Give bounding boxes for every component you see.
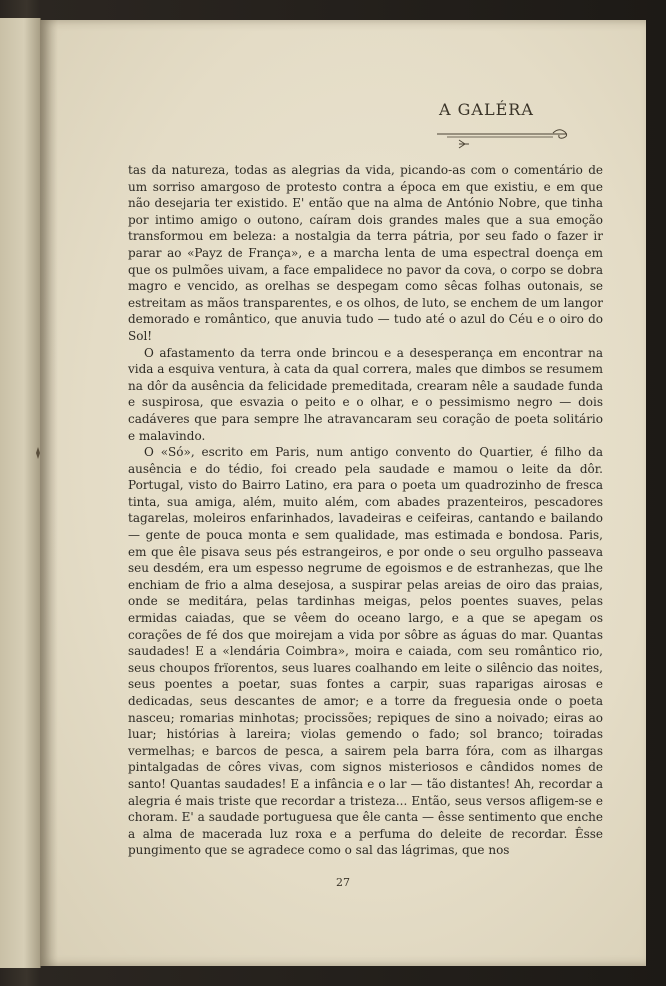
running-head-ornament (435, 106, 575, 152)
page-number: 27 (336, 876, 350, 889)
paragraph: tas da natureza, todas as alegrias da vida, picando-as com o comentário de um sorriso amargoso de protesto contra a época em que existiu, e em que não desejaria ter existido. E' então que na alma de António Nobre, que tinha por intimo amigo o outono, caíram dois grandes males que a sua emoção transformou em beleza: a nostalgia da terra pátria, por seu fado o fazer ir parar ao «Payz de França», e a marcha lenta de uma espectral doença em que os pulmões uivam, a face empalidece no pavor da cova, o corpo se dobra magro e vencido, as orelhas se despegam como sêcas folhas outonais, se estreitam as mãos transparentes, e os olhos, de luto, se enchem de um langor demorado e romântico, que anuvia tudo — tudo até o azul do Céu e o oiro do Sol! (128, 163, 603, 343)
book-page (40, 20, 646, 966)
body-text (128, 162, 603, 859)
facing-page-edge (0, 18, 41, 968)
paragraph: O «Só», escrito em Paris, num antigo convento do Quartier, é filho da ausência e do tédio, foi creado pela saudade e mamou o leite da dôr. Portugal, visto do Bairro Latino, era para o poeta um quadrozinho de fresca tinta, sua amiga, além, muito além, com abades prazenteiros, pescadores tagarelas, moleiros enfarinhados, lavadeiras e ceifeiras, cantando e bailando — gente de pouca monta e sem qualidade, mas estimada e bondosa. Paris, em que êle pisava seus pés estrangeiros, e por onde o seu orgulho passeava seu desdém, era um espesso negrume de egoismos e de estranhezas, que lhe enchiam de frio a alma desejosa, a suspirar pelas areias de oiro das praias, onde se meditára, pelas tardinhas meigas, pelos poentes suaves, pelas ermidas caiadas, que se vêem do oceano largo, e a que se apegam os corações de fé dos que moirejam a vida por sôbre as águas do mar. Quantas saudades! E a «lendária Coimbra», moira e caiada, com seu romântico rio, seus choupos frïorentos, seus luares coalhando em leite o silêncio das noites, seus poentes a poetar, suas fontes a carpir, suas raparigas airosas e dedicadas, seus descantes de amor; e a torre da freguesia onde o poeta nasceu; romarias minhotas; procissões; repiques de sino a noivado; eiras ao luar; histórias à lareira; violas gemendo o fado; sol branco; toiradas vermelhas; e barcos de pesca, a sairem pela barra fóra, com as ilhargas pintalgadas de côres vivas, com signos misteriosos e cândidos nomes de santo! Quantas saudades! E a infância e o lar — tão distantes! Ah, recordar a alegria é mais triste que recordar a tristeza... Então, seus versos afligem-se e choram. E' a saudade portuguesa que êle canta — êsse sentimento que enche a alma de macerada luz roxa e a perfuma do deleite de recordar. Êsse pungimento que se agradece como o sal das lágrimas, que nos (128, 445, 603, 858)
running-head (435, 100, 575, 152)
binding-mark (35, 447, 41, 459)
paragraph: O afastamento da terra onde brincou e a desesperança em encontrar na vida a esquiva ventura, à cata da qual correra, males que dimbos se resumem na dôr da ausência da felicidade premeditada, crearam nêle a saudade funda e suspirosa, que esvazia o peito e o olhar, e o pessimismo negro — dois cadáveres que para sempre lhe atravancaram seu coração de poeta solitário e malavindo. (128, 345, 603, 443)
running-head-title: A GALÉRA (439, 100, 534, 119)
gutter-shadow (40, 20, 58, 966)
